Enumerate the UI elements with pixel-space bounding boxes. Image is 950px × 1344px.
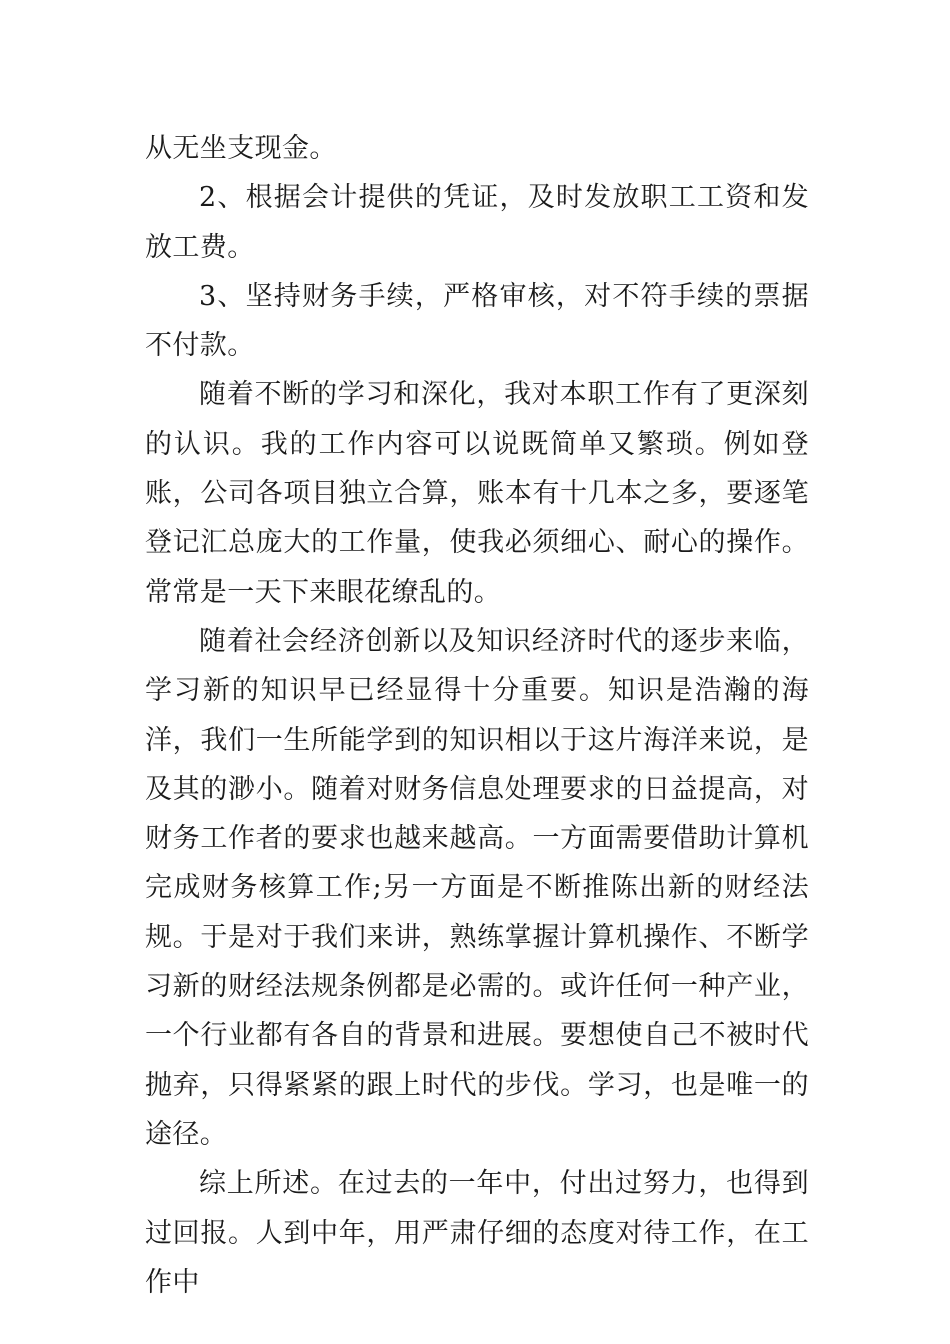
paragraph-learning: 随着社会经济创新以及知识经济时代的逐步来临，学习新的知识早已经显得十分重要。知识是浩瀚的海洋，我们一生所能学到的知识相以于这片海洋来说，是及其的渺小。随着对财务信息处理要求的日益提高，对财务工作者的要求也越来越高。一方面需要借助计算机完成财务核算工作;另一方面是不断推陈出新的财经法规。于是对于我们来讲，熟练掌握计算机操作、不断学习新的财经法规条例都是必需的。或许任何一种产业，一个行业都有各自的背景和进展。要想使自己不被时代抛弃，只得紧紧的跟上时代的步伐。学习，也是唯一的途径。	[145, 625, 809, 1150]
paragraph-work-reflection: 随着不断的学习和深化，我对本职工作有了更深刻的认识。我的工作内容可以说既简单又繁琐。例如登账，公司各项目独立合算，账本有十几本之多，要逐笔登记汇总庞大的工作量，使我必须细心、耐心的操作。常常是一天下来眼花缭乱的。	[145, 379, 809, 608]
paragraph-item-2: 2、根据会计提供的凭证，及时发放职工工资和发放工费。	[145, 182, 809, 263]
document-page	[145, 124, 809, 1307]
paragraph-continuation: 从无坐支现金。	[145, 133, 337, 164]
paragraph-item-3: 3、坚持财务手续，严格审核，对不符手续的票据不付款。	[145, 280, 809, 362]
paragraph-summary: 综上所述。在过去的一年中，付出过努力，也得到过回报。人到中年，用严肃仔细的态度对待工作，在工作中	[145, 1168, 809, 1298]
